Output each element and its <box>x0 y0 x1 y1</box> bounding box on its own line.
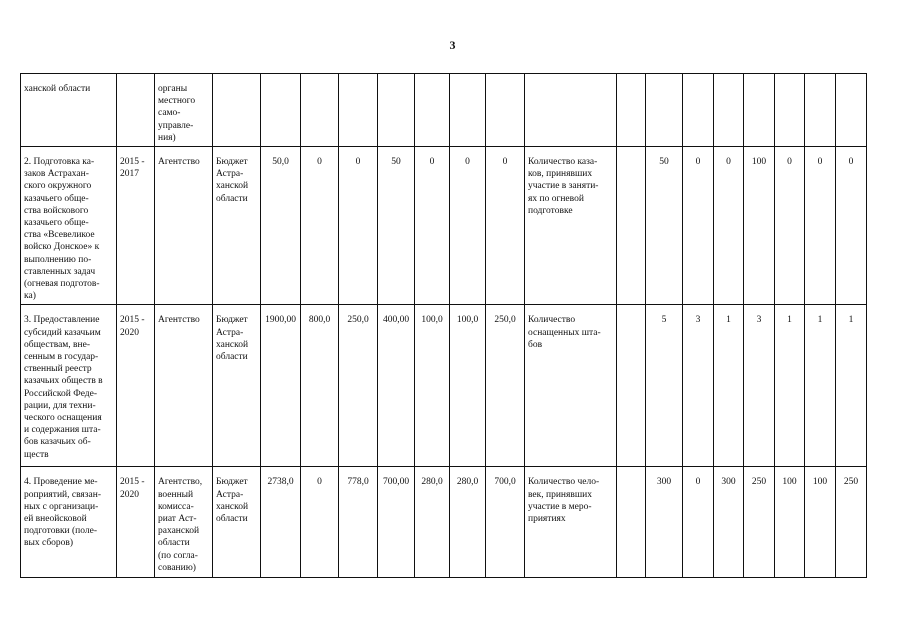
funding-amount-cell-text: 100,0 <box>421 315 443 326</box>
funding-amount-cell <box>378 74 415 147</box>
executor-cell-text: Агентство <box>158 157 200 168</box>
funding-amount-cell <box>486 147 525 305</box>
target-value-cell-text: 100 <box>782 477 797 488</box>
target-value-cell-text: 250 <box>751 477 767 488</box>
funding-amount-cell <box>415 305 450 467</box>
funding-amount-cell <box>339 467 378 578</box>
period-cell <box>117 147 155 305</box>
funding-amount-cell-text: 700,00 <box>382 477 410 488</box>
period-cell <box>117 74 155 147</box>
target-value-cell <box>714 74 744 147</box>
funding-source-cell <box>213 147 261 305</box>
target-value-cell <box>683 467 714 578</box>
funding-amount-cell <box>378 467 415 578</box>
funding-amount-cell-text: 0 <box>502 157 508 168</box>
target-value-cell-text: 300 <box>721 477 736 488</box>
target-value-cell <box>836 305 867 467</box>
funding-amount-cell <box>450 467 486 578</box>
target-value-cell-text: 0 <box>817 157 823 168</box>
target-value-cell <box>805 74 836 147</box>
indicator-cell-text: Количество каза- ков, принявших участие в заняти- ях по огневой подготовке <box>528 157 599 216</box>
event-cell <box>21 74 117 147</box>
funding-amount-cell-text: 0 <box>465 157 470 168</box>
target-value-cell <box>683 305 714 467</box>
funding-amount-cell <box>339 305 378 467</box>
table-row <box>21 74 867 147</box>
funding-source-cell <box>213 305 261 467</box>
target-value-cell <box>775 74 805 147</box>
target-value-cell-text: 1 <box>726 315 731 326</box>
target-value-cell-text: 100 <box>751 157 767 168</box>
target-value-cell <box>744 467 775 578</box>
target-value-cell <box>744 147 775 305</box>
funding-amount-cell-text: 0 <box>429 157 435 168</box>
period-cell <box>117 467 155 578</box>
target-value-cell <box>775 467 805 578</box>
funding-amount-cell-text: 800,0 <box>308 315 331 326</box>
indicator-cell <box>525 467 617 578</box>
target-value-cell-text: 300 <box>656 477 672 488</box>
event-cell <box>21 305 117 467</box>
funding-amount-cell <box>486 467 525 578</box>
funding-amount-cell <box>301 467 339 578</box>
funding-amount-cell-text: 2738,0 <box>267 477 294 488</box>
target-value-cell <box>646 74 683 147</box>
target-value-cell-text: 1 <box>787 315 792 326</box>
funding-amount-cell <box>301 74 339 147</box>
executor-cell-text: Агентство, военный комисса- риат Аст- раханской области (по согла- сованию) <box>158 477 203 573</box>
funding-amount-cell <box>261 74 301 147</box>
target-value-cell-text: 50 <box>659 157 669 168</box>
table-body <box>21 74 867 578</box>
period-cell-text: 2015 - 2020 <box>120 477 145 500</box>
target-value-cell <box>775 305 805 467</box>
target-value-cell <box>646 147 683 305</box>
target-value-cell-text: 5 <box>661 315 667 326</box>
event-cell-text: 4. Проведение ме- роприятий, связан- ных с организаци- ей внеойсковой подготовки (поле- вых сборов) <box>24 477 102 549</box>
event-cell-text: ханской области <box>24 84 91 94</box>
funding-amount-cell <box>378 305 415 467</box>
funding-amount-cell <box>301 147 339 305</box>
target-value-cell <box>805 305 836 467</box>
period-cell-text: 2015 - 2020 <box>120 315 145 338</box>
funding-amount-cell <box>378 147 415 305</box>
executor-cell-text: Агентство <box>158 315 200 326</box>
funding-source-cell-text: Бюджет Астра- ханской области <box>216 477 249 525</box>
funding-amount-cell <box>415 467 450 578</box>
target-value-cell-text: 1 <box>848 315 854 326</box>
funding-amount-cell <box>261 467 301 578</box>
target-value-cell <box>744 305 775 467</box>
target-value-cell <box>714 147 744 305</box>
page-number: 3 <box>449 38 456 52</box>
event-cell <box>21 147 117 305</box>
target-value-cell <box>836 147 867 305</box>
funding-source-cell <box>213 74 261 147</box>
indicator-cell <box>525 305 617 467</box>
funding-amount-cell-text: 778,0 <box>347 477 369 488</box>
funding-amount-cell <box>486 305 525 467</box>
event-cell-text: 3. Предоставление субсидий казачьим обществам, вне- сенным в государ- ственный реестр казачьих обществ в Российской Феде- рации, для техни- ческого оснащения и содержания шта- бов казачьих об- ществ <box>24 315 103 460</box>
target-value-cell-text: 0 <box>695 477 701 488</box>
target-value-cell-text: 3 <box>695 315 701 326</box>
funding-amount-cell <box>415 74 450 147</box>
executor-cell <box>155 147 213 305</box>
funding-amount-cell <box>339 147 378 305</box>
spacer-cell <box>617 467 646 578</box>
target-value-cell <box>836 467 867 578</box>
indicator-cell <box>525 147 617 305</box>
program-activities-table <box>20 73 867 578</box>
funding-amount-cell <box>486 74 525 147</box>
funding-amount-cell-text: 50 <box>391 157 401 168</box>
funding-amount-cell <box>261 147 301 305</box>
funding-amount-cell <box>450 305 486 467</box>
target-value-cell-text: 100 <box>812 477 828 488</box>
target-value-cell-text: 0 <box>726 157 731 168</box>
target-value-cell <box>744 74 775 147</box>
table-row <box>21 147 867 305</box>
target-value-cell <box>714 305 744 467</box>
funding-amount-cell-text: 250,0 <box>347 315 369 326</box>
spacer-cell <box>617 74 646 147</box>
target-value-cell <box>646 305 683 467</box>
executor-cell <box>155 305 213 467</box>
target-value-cell-text: 1 <box>817 315 823 326</box>
target-value-cell-text: 3 <box>756 315 762 326</box>
funding-amount-cell-text: 280,0 <box>456 477 479 488</box>
period-cell <box>117 305 155 467</box>
funding-amount-cell-text: 50,0 <box>272 157 289 168</box>
funding-amount-cell-text: 700,0 <box>494 477 516 488</box>
funding-amount-cell-text: 280,0 <box>421 477 443 488</box>
funding-amount-cell <box>301 305 339 467</box>
executor-cell <box>155 467 213 578</box>
target-value-cell <box>683 147 714 305</box>
funding-amount-cell-text: 0 <box>317 157 322 168</box>
funding-amount-cell <box>450 147 486 305</box>
funding-amount-cell <box>450 74 486 147</box>
funding-amount-cell-text: 250,0 <box>494 315 516 326</box>
event-cell <box>21 467 117 578</box>
target-value-cell <box>805 147 836 305</box>
target-value-cell <box>805 467 836 578</box>
funding-source-cell <box>213 467 261 578</box>
executor-cell-text: органы местного само- управле- ния) <box>158 84 196 143</box>
funding-amount-cell-text: 100,0 <box>456 315 479 326</box>
spacer-cell <box>617 147 646 305</box>
indicator-cell-text: Количество оснащенных шта- бов <box>528 315 601 350</box>
target-value-cell <box>775 147 805 305</box>
target-value-cell-text: 250 <box>843 477 859 488</box>
target-value-cell-text: 0 <box>695 157 701 168</box>
funding-amount-cell <box>339 74 378 147</box>
funding-amount-cell-text: 0 <box>317 477 322 488</box>
period-cell-text: 2015 - 2017 <box>120 157 145 180</box>
funding-amount-cell <box>415 147 450 305</box>
spacer-cell <box>617 305 646 467</box>
funding-amount-cell <box>261 305 301 467</box>
indicator-cell <box>525 74 617 147</box>
table-row <box>21 467 867 578</box>
executor-cell <box>155 74 213 147</box>
target-value-cell <box>836 74 867 147</box>
funding-amount-cell-text: 0 <box>355 157 361 168</box>
target-value-cell <box>714 467 744 578</box>
indicator-cell-text: Количество чело- век, принявших участие в меро- приятиях <box>528 477 600 525</box>
funding-source-cell-text: Бюджет Астра- ханской области <box>216 157 249 204</box>
funding-amount-cell-text: 400,00 <box>382 315 410 326</box>
table-row <box>21 305 867 467</box>
event-cell-text: 2. Подготовка ка- заков Астрахан- ского окружного казачьего обще- ства войскового казачьего обще- ства «Всевеликое войско Донское» к выполнению по- ставленных задач (огневая подготов- ка) <box>24 157 100 302</box>
target-value-cell <box>646 467 683 578</box>
funding-source-cell-text: Бюджет Астра- ханской области <box>216 315 249 363</box>
target-value-cell-text: 0 <box>787 157 792 168</box>
funding-amount-cell-text: 1900,00 <box>265 315 296 326</box>
target-value-cell-text: 0 <box>848 157 854 168</box>
target-value-cell <box>683 74 714 147</box>
